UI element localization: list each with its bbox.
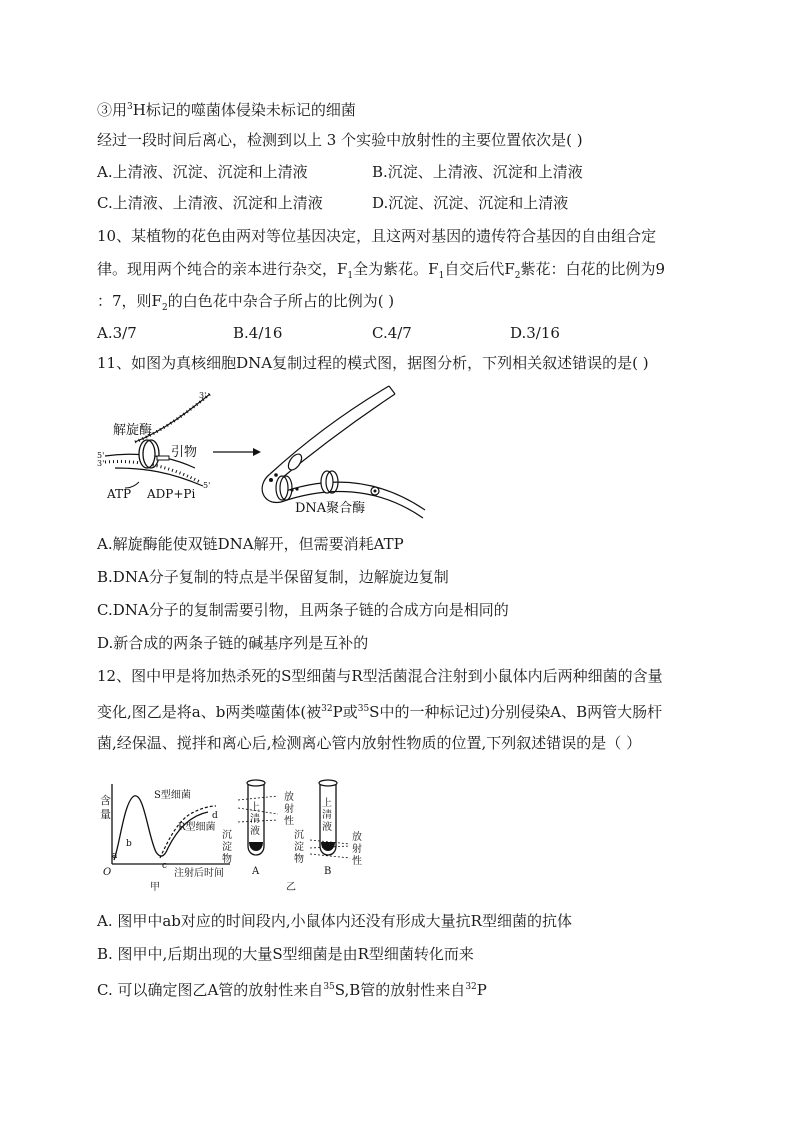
svg-text:淀: 淀 [294, 842, 304, 853]
q9-stem: 经过一段时间后离心，检测到以上 3 个实验中放射性的主要位置依次是( ) [97, 131, 583, 149]
point-a: a [112, 851, 118, 861]
svg-text:淀: 淀 [222, 842, 232, 853]
label-primer: 引物 [171, 445, 198, 460]
svg-text:射: 射 [284, 804, 294, 815]
tube-b [294, 780, 362, 877]
primer-mark [157, 456, 169, 460]
svg-text:性: 性 [352, 856, 362, 867]
end-right: 5' [203, 481, 211, 490]
q11-option-d: D.新合成的两条子链的碱基序列是互补的 [97, 634, 369, 652]
y-label-1: 含 [100, 794, 111, 807]
label-atp: ATP [107, 487, 132, 501]
q9-option-d: D.沉淀、沉淀、沉淀和上清液 [372, 194, 569, 212]
svg-text:放: 放 [284, 792, 294, 803]
tube-a [222, 780, 294, 877]
label-dna-polymerase: DNA聚合酶 [295, 501, 366, 516]
bacteria-tube-figure [98, 774, 378, 894]
end-left-2: 3' [97, 459, 105, 468]
helicase-ring [139, 440, 155, 468]
tube-a-label: A [252, 866, 260, 877]
q10-option-c: C.4/7 [372, 324, 412, 342]
s-bacteria-label: S型细菌 [154, 790, 191, 801]
q9-option-b: B.沉淀、上清液、沉淀和上清液 [372, 163, 583, 181]
y-label-2: 量 [100, 808, 111, 821]
svg-text:物: 物 [222, 854, 232, 865]
svg-text:上: 上 [322, 798, 332, 809]
svg-text:清: 清 [250, 814, 260, 825]
svg-text:物: 物 [294, 854, 304, 865]
q11-stem: 11、如图为真核细胞DNA复制过程的模式图，据图分析，下列相关叙述错误的是( ) [97, 354, 649, 372]
q10-stem-line2: 律。现用两个纯合的亲本进行杂交，$F_1$全为紫花。$F_1$自交后代$F_2$紫花：白花的比例为9 [97, 260, 666, 281]
dna-replication-figure [95, 382, 435, 524]
q12-option-b: B. 图甲中,后期出现的大量S型细菌是由R型细菌转化而来 [97, 945, 474, 963]
q10-stem-line1: 10、某植物的花色由两对等位基因决定，且这两对基因的遗传符合基因的自由组合定 [97, 227, 657, 245]
svg-text:沉: 沉 [294, 830, 304, 841]
caption-jia: 甲 [150, 882, 160, 893]
tube-b-label: B [324, 866, 332, 877]
q11-option-a: A.解旋酶能使双链DNA解开，但需要消耗ATP [97, 535, 404, 553]
q9-option-c: C.上清液、上清液、沉淀和上清液 [97, 194, 323, 212]
end-top: 3' [199, 391, 207, 400]
q12-option-c: C. 可以确定图乙A管的放射性来自$^{35}$S,B管的放射性来自$^{32}$P [97, 981, 487, 999]
svg-text:清: 清 [322, 810, 332, 821]
q10-stem-line3: ：7，则$F_2$的白色花中杂合子所占的比例为( ) [97, 292, 395, 313]
x-axis-label: 注射后时间 [174, 868, 224, 879]
svg-text:放: 放 [352, 832, 362, 843]
q11-option-c: C.DNA分子的复制需要引物，且两条子链的合成方向是相同的 [97, 601, 509, 619]
svg-text:性: 性 [284, 816, 294, 827]
svg-text:上: 上 [250, 802, 260, 813]
label-adp: ADP+Pi [147, 487, 196, 501]
svg-text:沉: 沉 [222, 830, 232, 841]
point-c: c [162, 861, 168, 871]
q12-stem-line3: 菌,经保温、搅拌和离心后,检测离心管内放射性物质的位置,下列叙述错误的是（ ） [97, 734, 642, 752]
q10-option-d: D.3/16 [510, 324, 560, 342]
svg-text:液: 液 [322, 822, 332, 833]
end-left-1: 5' [97, 451, 105, 460]
right-strand-upper-a [270, 386, 389, 474]
point-b: b [126, 839, 132, 849]
label-helicase: 解旋酶 [113, 423, 153, 438]
svg-text:射: 射 [352, 844, 362, 855]
q10-option-a: A.3/7 [97, 324, 137, 342]
point-d: d [212, 811, 218, 821]
polymerase-lower [321, 471, 333, 493]
q12-stem-line2: 变化,图乙是将a、b两类噬菌体(被$^{32}$P或$^{35}$S中的一种标记过)分别侵染A、B两管大肠杆 [97, 703, 663, 721]
origin-label: O [103, 867, 112, 878]
caption-yi: 乙 [286, 882, 296, 893]
q12-stem-line1: 12、图中甲是将加热杀死的S型细菌与R型活菌混合注射到小鼠体内后两种细菌的含量 [97, 667, 663, 685]
q9-item3: ③用$^3$H标记的噬菌体侵染未标记的细菌 [97, 101, 356, 119]
q11-option-b: B.DNA分子复制的特点是半保留复制，边解旋边复制 [97, 568, 449, 586]
svg-text:液: 液 [250, 826, 260, 837]
q12-option-a: A. 图甲中ab对应的时间段内,小鼠体内还没有形成大量抗R型细菌的抗体 [97, 912, 572, 930]
q10-option-b: B.4/16 [233, 324, 283, 342]
q9-option-a: A.上清液、沉淀、沉淀和上清液 [97, 163, 308, 181]
r-bacteria-label: R型细菌 [178, 822, 216, 833]
